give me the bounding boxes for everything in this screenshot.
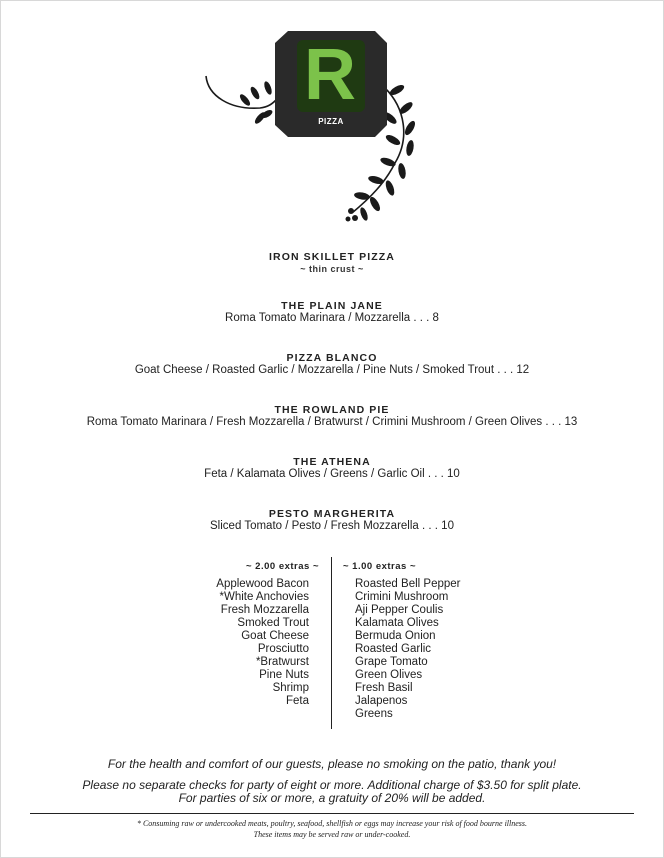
list-item: Bermuda Onion: [355, 630, 436, 642]
smoking-notice: For the health and comfort of our guests, please no smoking on the patio, thank you!: [107, 757, 557, 771]
section-title: IRON SKILLET PIZZA: [269, 251, 395, 263]
health-disclaimer-2: These items may be served raw or under-cooked.: [253, 830, 411, 839]
list-item: Crimini Mushroom: [355, 591, 449, 603]
item-name: PESTO MARGHERITA: [268, 508, 396, 520]
list-item: Roasted Bell Pepper: [355, 578, 461, 590]
item-desc: Roma Tomato Marinara / Fresh Mozzarella / Bratwurst / Crimini Mushroom / Green Olives . . . 13: [86, 416, 578, 428]
list-item: Aji Pepper Coulis: [355, 604, 444, 616]
item-name: THE ATHENA: [293, 456, 371, 468]
list-item: Jalapenos: [355, 695, 408, 707]
list-item: Roasted Garlic: [355, 643, 432, 655]
extras-left-title: ~ 2.00 extras ~: [246, 561, 319, 572]
footer-divider: [30, 813, 634, 814]
list-item: Greens: [355, 708, 393, 720]
list-item: Smoked Trout: [237, 617, 309, 629]
list-item: *White Anchovies: [219, 591, 309, 603]
item-name: THE ROWLAND PIE: [274, 404, 390, 416]
item-desc: Sliced Tomato / Pesto / Fresh Mozzarella . . . 10: [210, 520, 454, 532]
list-item: Fresh Basil: [355, 682, 413, 694]
extras-right-title: ~ 1.00 extras ~: [343, 561, 416, 572]
gratuity-line: For parties of six or more, a gratuity of 20% will be added.: [178, 791, 486, 805]
list-item: Prosciutto: [257, 643, 309, 655]
extras-left-list: [216, 578, 309, 708]
list-item: Applewood Bacon: [216, 578, 309, 590]
list-item: Feta: [285, 695, 309, 707]
health-disclaimer: * Consuming raw or undercooked meats, poultry, seafood, shellfish or eggs may increase your risk of food bourne illness.: [136, 819, 528, 828]
list-item: Goat Cheese: [241, 630, 309, 642]
item-desc: Goat Cheese / Roasted Garlic / Mozzarella / Pine Nuts / Smoked Trout . . . 12: [134, 364, 530, 376]
item-desc: Roma Tomato Marinara / Mozzarella . . . 8: [225, 312, 439, 324]
list-item: Kalamata Olives: [355, 617, 439, 629]
extras-divider: [331, 557, 332, 729]
item-desc: Feta / Kalamata Olives / Greens / Garlic Oil . . . 10: [204, 468, 460, 480]
list-item: Shrimp: [272, 682, 309, 694]
section-subtitle: ~ thin crust ~: [300, 264, 364, 274]
list-item: Grape Tomato: [355, 656, 428, 668]
item-name: PIZZA BLANCO: [286, 352, 378, 364]
list-item: Green Olives: [355, 669, 423, 681]
list-item: Fresh Mozzarella: [220, 604, 309, 616]
logo-letter: R: [304, 35, 356, 115]
extras-right-list: [355, 578, 460, 721]
policy-line: Please no separate checks for party of eight or more. Additional charge of $3.50 for split plate.: [82, 778, 582, 792]
list-item: *Bratwurst: [255, 656, 309, 668]
list-item: Pine Nuts: [259, 669, 309, 681]
logo: [200, 28, 430, 233]
item-name: THE PLAIN JANE: [281, 300, 383, 312]
logo-subtitle: PIZZA: [318, 117, 344, 126]
